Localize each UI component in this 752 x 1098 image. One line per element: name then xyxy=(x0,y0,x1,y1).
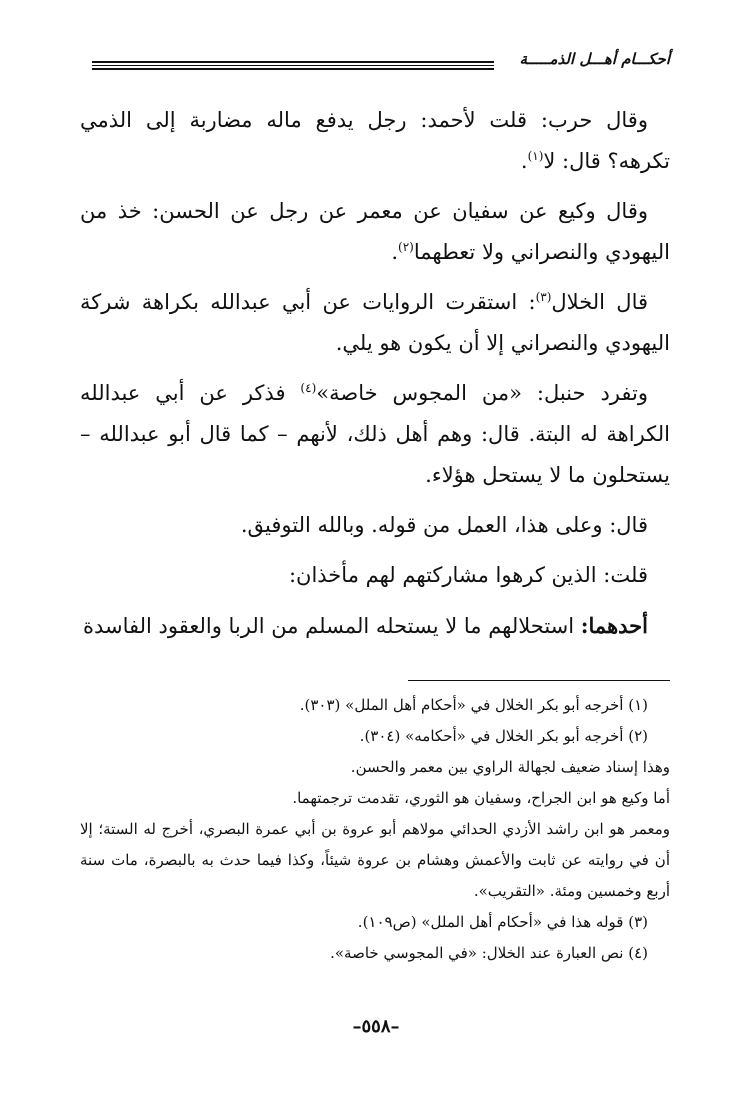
footnote-3: (٣) قوله هذا في «أحكام أهل الملل» (ص١٠٩). xyxy=(357,913,648,931)
footnote-2-note: أما وكيع هو ابن الجراح، وسفيان هو الثوري، تقدمت ترجمتهما. xyxy=(292,789,670,807)
paragraph-ahaduhuma xyxy=(80,605,670,647)
footnote-ref-2[interactable]: (٢) xyxy=(398,240,414,254)
paragraph-text: وقال حرب: قلت لأحمد: رجل يدفع ماله مضاربة إلى الذمي تكرهه؟ قال: لا xyxy=(80,108,670,173)
footnote-ref-1[interactable]: (١) xyxy=(527,149,544,163)
main-text xyxy=(80,100,670,656)
paragraph-harb xyxy=(80,100,670,182)
paragraph-qultu: قلت: الذين كرهوا مشاركتهم لهم مأخذان: xyxy=(288,563,648,587)
footnote-1: (١) أخرجه أبو بكر الخلال في «أحكام أهل الملل» (٣٠٣). xyxy=(299,696,648,714)
paragraph-khallal xyxy=(80,282,670,364)
footnote-4: (٤) نص العبارة عند الخلال: «في المجوسي خاصة». xyxy=(330,944,648,962)
footnote-ref-3[interactable]: (٣) xyxy=(535,290,552,304)
header-double-rule xyxy=(92,61,494,70)
footnote-2-note: ومعمر هو ابن راشد الأزدي الحدائي مولاهم أبو عروة بن أبي عمرة البصري، أخرج له الستة؛ إلا أن في روايته عن ثابت والأعمش وهشام بن عروة شيئاً، وكذا فيما حدث به بالبصرة، مات سنة أربع وخمسين ومئة. «التقريب». xyxy=(80,820,670,900)
paragraph-text: استحلالهم ما لا يستحله المسلم من الربا والعقود الفاسدة xyxy=(82,614,581,638)
footnote-2: (٢) أخرجه أبو بكر الخلال في «أحكامه» (٣٠٤). xyxy=(359,727,648,745)
footnote-2-note: وهذا إسناد ضعيف لجهالة الراوي بين معمر والحسن. xyxy=(350,758,670,776)
footnote-ref-4[interactable]: (٤) xyxy=(300,381,317,395)
paragraph-text: : استقرت الروايات عن أبي عبدالله بكراهة شركة اليهودي والنصراني إلا أن يكون هو يلي. xyxy=(80,290,670,355)
paragraph-waki xyxy=(80,191,670,273)
paragraph-qala: قال: وعلى هذا، العمل من قوله. وبالله التوفيق. xyxy=(240,513,648,537)
footnotes xyxy=(80,690,670,969)
page-number: –٥٥٨– xyxy=(352,1016,400,1037)
bold-lead: أحدهما: xyxy=(580,613,648,638)
paragraph-text: وقال وكيع عن سفيان عن معمر عن رجل عن الحسن: خذ من اليهودي والنصراني ولا تعطهما xyxy=(80,199,670,264)
paragraph-lead: وتفرد حنبل: «من المجوس خاصة» xyxy=(316,381,648,405)
paragraph-text: فذكر عن أبي عبدالله الكراهة له البتة. قال: وهم أهل ذلك، لأنهم – كما قال أبو عبدالله – يستحلون ما لا يستحل هؤلاء. xyxy=(80,381,670,487)
paragraph-end: . xyxy=(520,149,528,173)
running-header-title: أحكـــام أهـــل الذمـــــة xyxy=(519,50,670,68)
paragraph-lead: قال الخلال xyxy=(551,290,649,314)
footnote-separator xyxy=(408,680,670,681)
paragraph-end: . xyxy=(391,240,399,264)
paragraph-hanbal xyxy=(80,373,670,496)
